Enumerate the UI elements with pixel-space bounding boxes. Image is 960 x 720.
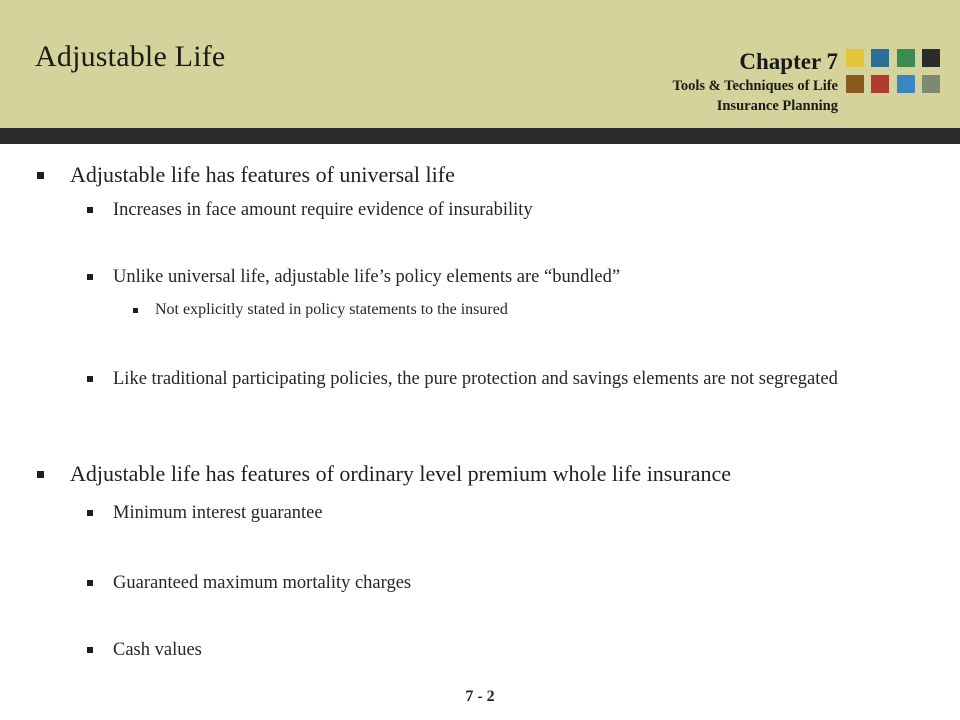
slide-title: Adjustable Life [35, 40, 226, 73]
chapter-subtitle-line2: Insurance Planning [716, 98, 838, 114]
bullet-text: Increases in face amount require evidence of insurability [113, 200, 533, 220]
chapter-subtitle-line1: Tools & Techniques of Life [672, 78, 838, 94]
bullet-text: Unlike universal life, adjustable life’s policy elements are “bundled” [113, 267, 621, 287]
bullet-square-icon [87, 274, 93, 280]
bullet-square-icon [87, 207, 93, 213]
bullet-square-icon [87, 647, 93, 653]
bullet-text: Not explicitly stated in policy statements to the insured [155, 301, 508, 318]
bullet-square-icon [87, 510, 93, 516]
bullet-text: Like traditional participating policies, the pure protection and savings elements are not segregated [113, 369, 838, 389]
bullet-text: Adjustable life has features of ordinary level premium whole life insurance [70, 461, 731, 486]
bullet-square-icon [87, 580, 93, 586]
bullet-text: Guaranteed maximum mortality charges [113, 573, 412, 593]
bullet-square-icon [37, 172, 44, 179]
bullet-square-icon [133, 308, 138, 313]
bullet-text: Cash values [113, 640, 202, 660]
bullet-square-icon [87, 376, 93, 382]
page-number: 7 - 2 [465, 688, 495, 705]
bullet-text: Adjustable life has features of universal life [70, 162, 455, 187]
bullet-text: Minimum interest guarantee [113, 503, 323, 523]
bullet-square-icon [37, 471, 44, 478]
chapter-number: Chapter 7 [739, 49, 838, 74]
